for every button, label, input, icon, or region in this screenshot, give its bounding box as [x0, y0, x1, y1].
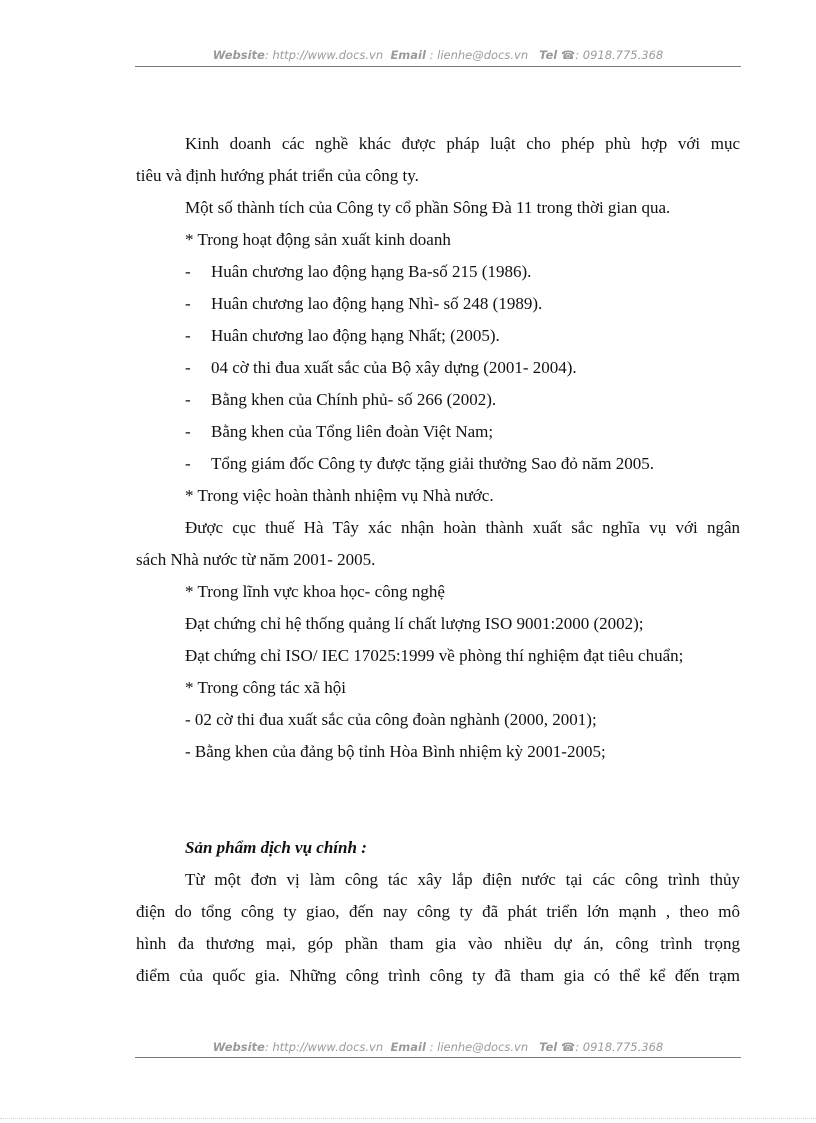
subheading-science: * Trong lĩnh vực khoa học- công nghệ: [185, 582, 445, 601]
spacer: [136, 768, 740, 832]
list-item: - Huân chương lao động hạng Nhất; (2005).: [185, 326, 500, 345]
phone-icon: ☎: [560, 1040, 576, 1054]
subheading-business: * Trong hoạt động sản xuất kinh doanh: [185, 230, 451, 249]
header-website-value: : http://www.docs.vn: [264, 48, 384, 62]
list-item: - Bằng khen của Tổng liên đoàn Việt Nam;: [185, 422, 494, 441]
header-divider: [135, 66, 741, 67]
footer-divider: [135, 1057, 741, 1058]
footer-tel-value: : 0918.775.368: [575, 1040, 664, 1054]
paragraph-line: Từ một đơn vị làm công tác xây lắp điện nước tại các công trình thủy: [185, 870, 740, 889]
footer-email-label: Email: [390, 1040, 426, 1054]
section-title: Sản phẩm dịch vụ chính :: [185, 838, 367, 857]
header-website-label: Website: [212, 48, 265, 62]
paragraph-line: Được cục thuế Hà Tây xác nhận hoàn thành xuất sắc nghĩa vụ với ngân: [185, 518, 740, 537]
list-item: - Huân chương lao động hạng Nhì- số 248 (1989).: [185, 294, 543, 313]
footer-tel-label: Tel: [539, 1040, 558, 1054]
page-edge: [0, 1118, 816, 1119]
list-item: - 04 cờ thi đua xuất sắc của Bộ xây dựng (2001- 2004).: [185, 358, 577, 377]
subheading-social: * Trong công tác xã hội: [185, 678, 347, 697]
paragraph-line: tiêu và định hướng phát triển của công ty.: [136, 166, 419, 185]
header-tel-label: Tel: [539, 48, 558, 62]
page-footer: [135, 1040, 741, 1054]
paragraph: Một số thành tích của Công ty cổ phần Sông Đà 11 trong thời gian qua.: [185, 198, 671, 217]
paragraph-line: sách Nhà nước từ năm 2001- 2005.: [136, 550, 376, 569]
document-body: [136, 128, 740, 992]
paragraph-line: Kinh doanh các nghề khác được pháp luật cho phép phù hợp với mục: [185, 134, 740, 153]
paragraph-line: điểm của quốc gia. Những công trình công ty đã tham gia có thể kể đến trạm: [136, 966, 740, 985]
header-tel-value: : 0918.775.368: [575, 48, 664, 62]
subheading-state: * Trong việc hoàn thành nhiệm vụ Nhà nước.: [185, 486, 494, 505]
paragraph: - 02 cờ thi đua xuất sắc của công đoàn nghành (2000, 2001);: [185, 710, 597, 729]
paragraph: - Bằng khen của đảng bộ tỉnh Hòa Bình nhiệm kỳ 2001-2005;: [185, 742, 606, 761]
list-item: - Bằng khen của Chính phủ- số 266 (2002).: [185, 390, 497, 409]
header-email-value: : lienhe@docs.vn: [429, 48, 529, 62]
footer-website-label: Website: [212, 1040, 265, 1054]
footer-website-value: : http://www.docs.vn: [264, 1040, 384, 1054]
paragraph: Đạt chứng chỉ ISO/ IEC 17025:1999 về phòng thí nghiệm đạt tiêu chuẩn;: [185, 646, 684, 665]
paragraph-line: hình đa thương mại, góp phần tham gia vào nhiều dự án, công trình trọng: [136, 934, 740, 953]
footer-email-value: : lienhe@docs.vn: [429, 1040, 529, 1054]
header-email-label: Email: [390, 48, 426, 62]
list-item: - Tổng giám đốc Công ty được tặng giải thưởng Sao đỏ năm 2005.: [185, 454, 654, 473]
phone-icon: ☎: [560, 48, 576, 62]
list-item: - Huân chương lao động hạng Ba-số 215 (1986).: [185, 262, 532, 281]
paragraph: Đạt chứng chỉ hệ thống quảng lí chất lượng ISO 9001:2000 (2002);: [185, 614, 644, 633]
paragraph-line: điện do tổng công ty giao, đến nay công ty đã phát triển lớn mạnh , theo mô: [136, 902, 740, 921]
page-header: [135, 48, 741, 62]
